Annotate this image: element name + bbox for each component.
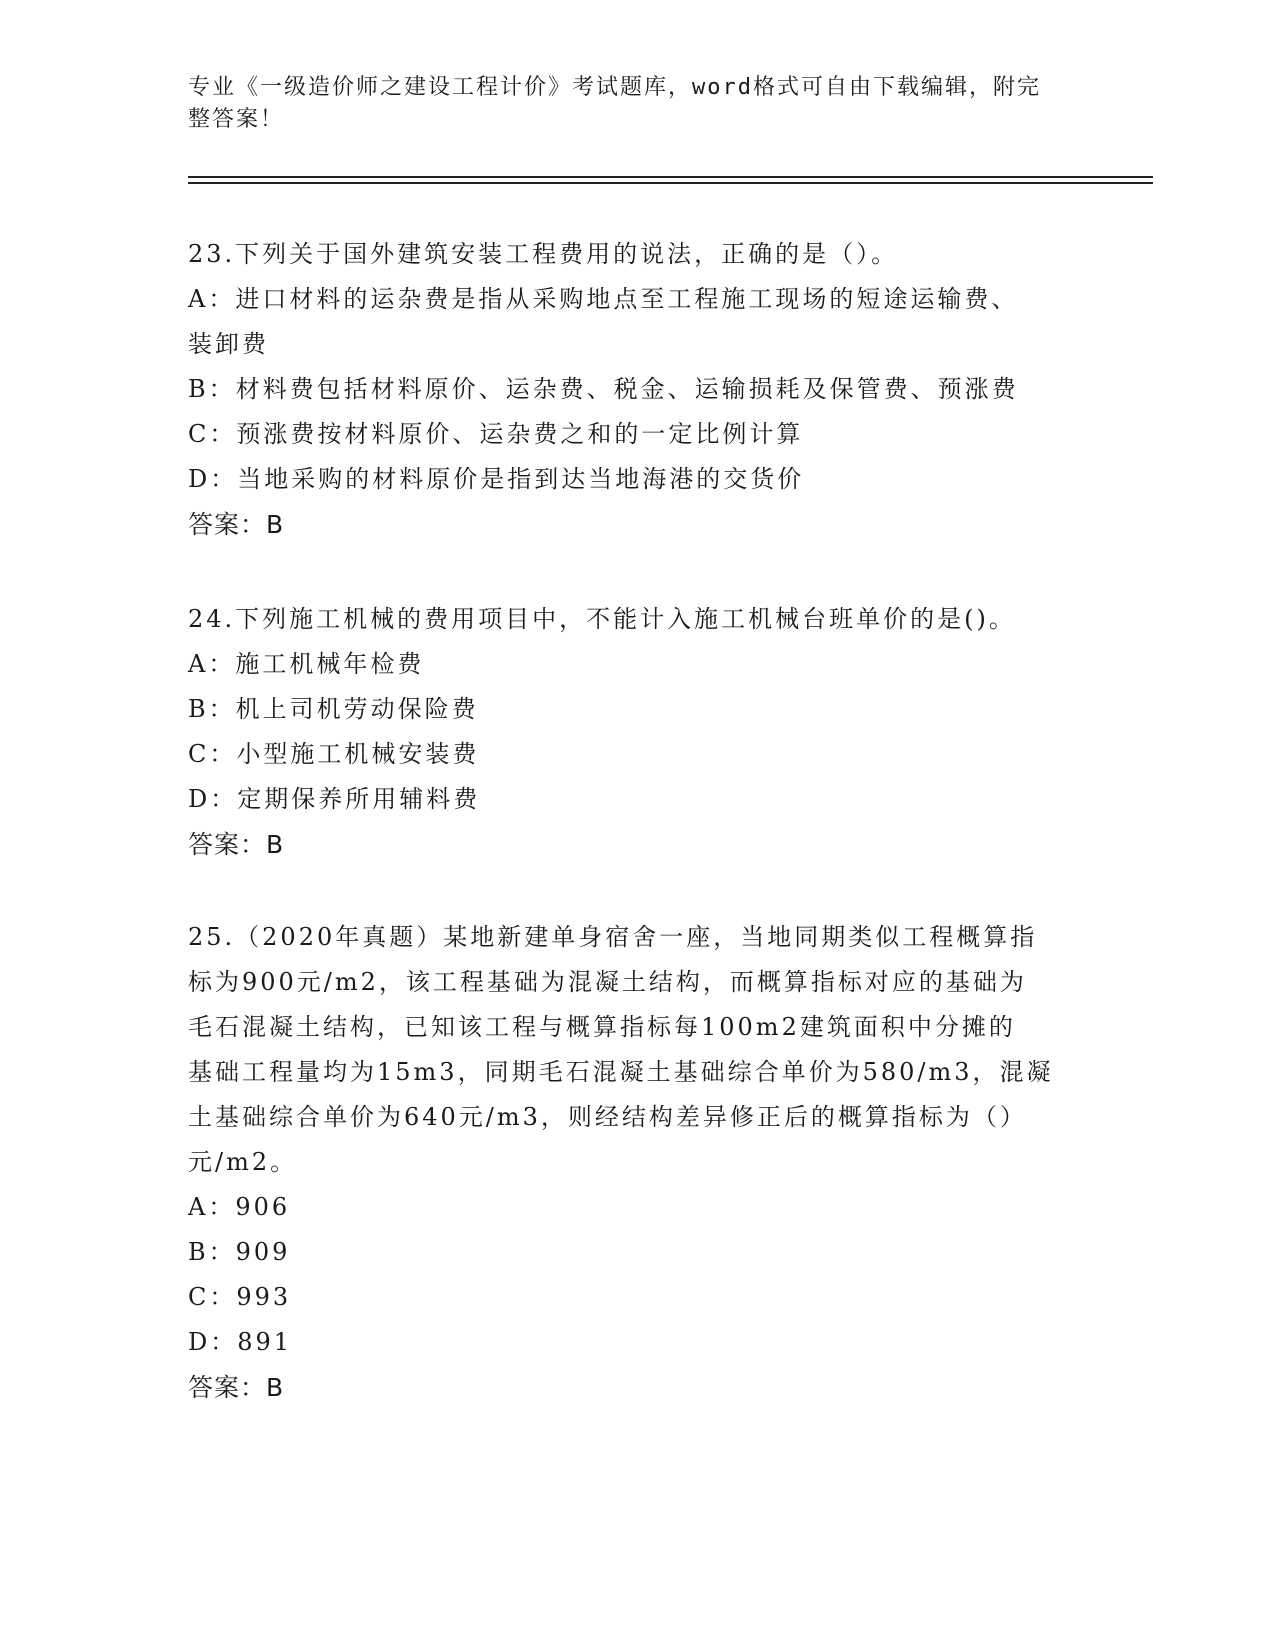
question-25 bbox=[188, 915, 1083, 1410]
option-a: A：906 bbox=[188, 1193, 291, 1221]
question-stem-line: 毛石混凝土结构，已知该工程与概算指标每100m2建筑面积中分摊的 bbox=[188, 1013, 1016, 1041]
question-stem: 24.下列施工机械的费用项目中，不能计入施工机械台班单价的是()。 bbox=[188, 605, 1016, 633]
question-stem-line: 元/m2。 bbox=[188, 1148, 298, 1176]
option-c: C：小型施工机械安装费 bbox=[188, 740, 480, 768]
question-23 bbox=[188, 232, 1083, 547]
question-stem-line: 土基础综合单价为640元/m3，则经结构差异修正后的概算指标为（） bbox=[188, 1103, 1027, 1131]
option-c: C：预涨费按材料原价、运杂费之和的一定比例计算 bbox=[188, 420, 804, 448]
option-a-continued: 装卸费 bbox=[188, 330, 269, 358]
header-divider-top bbox=[188, 176, 1153, 178]
answer-line: 答案：B bbox=[188, 830, 285, 859]
question-stem-line: 标为900元/m2，该工程基础为混凝土结构，而概算指标对应的基础为 bbox=[188, 968, 1027, 996]
header-line-1: 专业《一级造价师之建设工程计价》考试题库，word格式可自由下载编辑，附完 bbox=[188, 75, 1041, 100]
option-a: A：进口材料的运杂费是指从采购地点至工程施工现场的短途运输费、 bbox=[188, 285, 1019, 313]
option-c: C：993 bbox=[188, 1283, 292, 1311]
question-stem-line: 25.（2020年真题）某地新建单身宿舍一座，当地同期类似工程概算指 bbox=[188, 923, 1038, 951]
option-b: B：机上司机劳动保险费 bbox=[188, 695, 479, 723]
option-b: B：909 bbox=[188, 1238, 291, 1266]
answer-line: 答案：B bbox=[188, 510, 285, 539]
option-d: D：当地采购的材料原价是指到达当地海港的交货价 bbox=[188, 465, 805, 493]
answer-line: 答案：B bbox=[188, 1373, 285, 1402]
header-divider-bottom bbox=[188, 182, 1153, 184]
option-d: D：891 bbox=[188, 1328, 293, 1356]
option-b: B：材料费包括材料原价、运杂费、税金、运输损耗及保管费、预涨费 bbox=[188, 375, 1019, 403]
option-d: D：定期保养所用辅料费 bbox=[188, 785, 481, 813]
question-stem: 23.下列关于国外建筑安装工程费用的说法，正确的是（）。 bbox=[188, 240, 899, 268]
header-line-2: 整答案！ bbox=[188, 107, 285, 132]
question-stem-line: 基础工程量均为15m3，同期毛石混凝土基础综合单价为580/m3，混凝 bbox=[188, 1058, 1054, 1086]
question-24 bbox=[188, 597, 1083, 867]
document-header bbox=[188, 72, 1068, 136]
option-a: A：施工机械年检费 bbox=[188, 650, 425, 678]
